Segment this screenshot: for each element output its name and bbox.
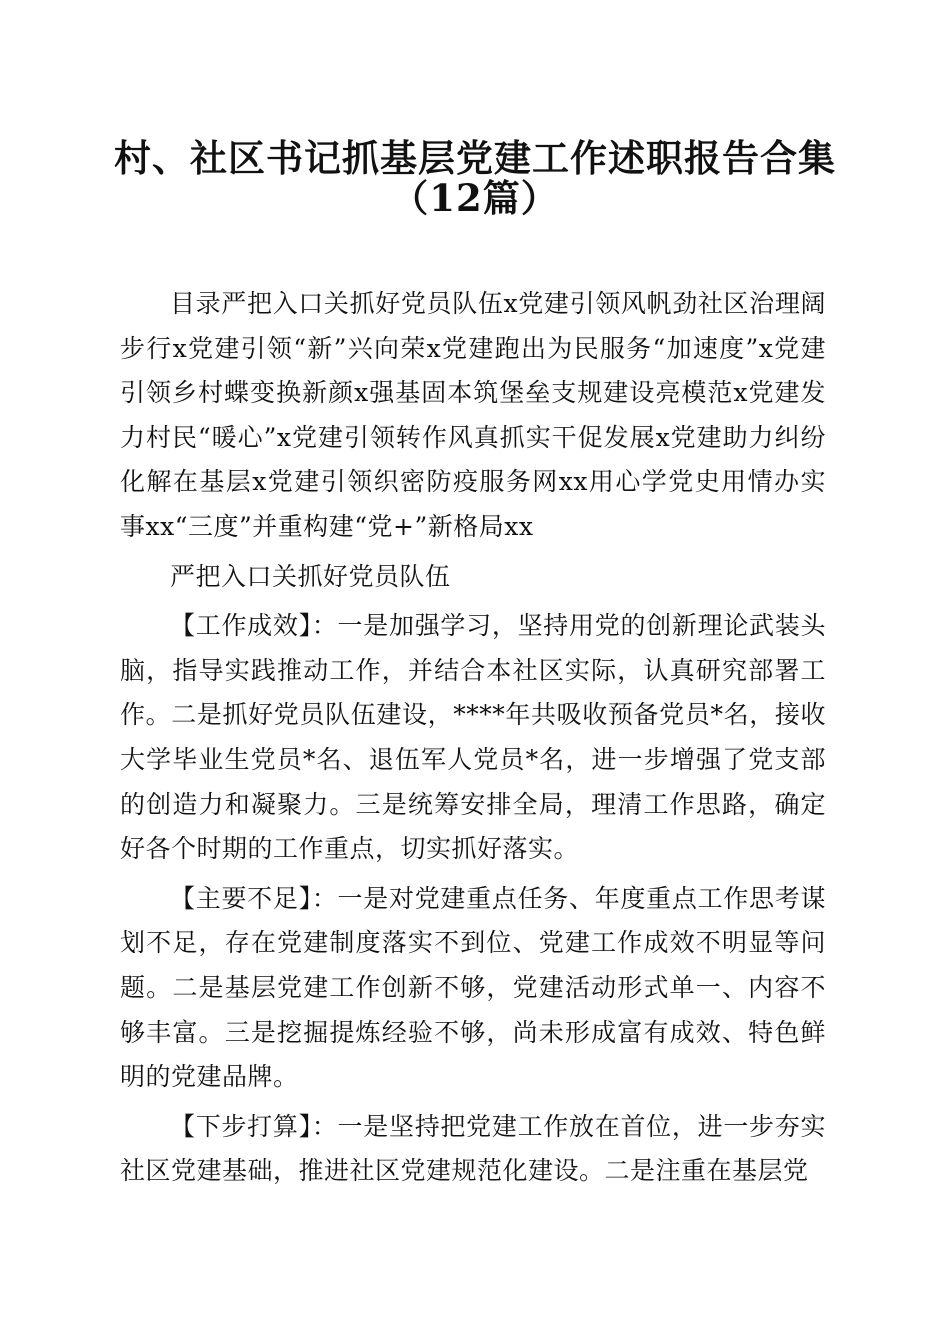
- document-title-line1: 村、社区书记抓基层党建工作述职报告合集: [114, 136, 836, 180]
- section-next-plans: [120, 1105, 826, 1194]
- section-work-results: [120, 604, 826, 872]
- section-text: ：一是坚持把党建工作放在首位，进一步夯实社区党建基础，推进社区党建规范化建设。二是注重在基层党: [120, 1111, 826, 1186]
- document-body: [120, 282, 826, 1194]
- document-title-line2: （12篇）: [391, 176, 559, 220]
- section-label: 【主要不足】: [170, 883, 312, 913]
- section-text: ：一是对党建重点任务、年度重点工作思考谋划不足，存在党建制度落实不到位、党建工作成效不明显等问题。二是基层党建工作创新不够，党建活动形式单一、内容不够丰富。三是挖掘提炼经验不够，尚未形成富有成效、特色鲜明的党建品牌。: [120, 883, 826, 1092]
- toc-paragraph: 目录严把入口关抓好党员队伍x党建引领风帆劲社区治理阔步行x党建引领“新”兴向荣x党建跑出为民服务“加速度”x党建引领乡村蝶变换新颜x强基固本筑堡垒支规建设亮模范x党建发力村民“暖心”x党建引领转作风真抓实干促发展x党建助力纠纷化解在基层x党建引领织密防疫服务网xx用心学党史用情办实事xx“三度”并重构建“党+”新格局xx: [120, 289, 826, 541]
- section-label: 【工作成效】: [170, 611, 312, 641]
- section-text: ：一是加强学习，坚持用党的创新理论武装头脑，指导实践推动工作，并结合本社区实际，认真研究部署工作。二是抓好党员队伍建设，****年共吸收预备党员*名，接收大学毕业生党员*名、退伍军人党员*名，进一步增强了党支部的创造力和凝聚力。三是统筹安排全局，理清工作思路，确定好各个时期的工作重点，切实抓好落实。: [120, 611, 826, 864]
- section-label: 【下步打算】: [170, 1111, 312, 1141]
- section-heading: 严把入口关抓好党员队伍: [170, 561, 451, 591]
- section-main-shortcomings: [120, 877, 826, 1100]
